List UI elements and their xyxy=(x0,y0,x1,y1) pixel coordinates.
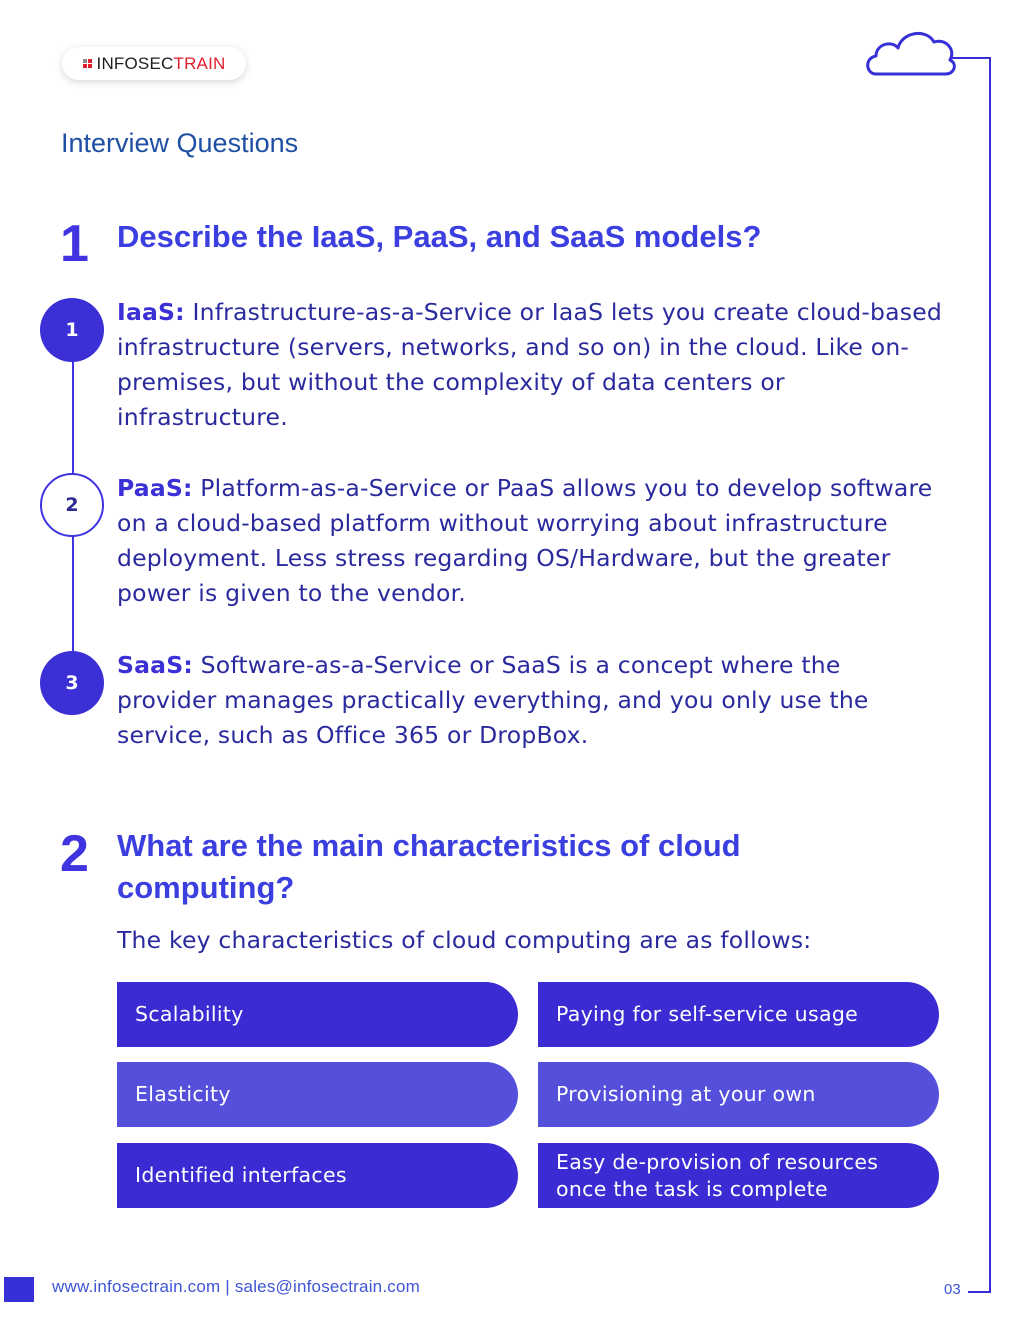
characteristic-interfaces: Identified interfaces xyxy=(117,1143,518,1208)
step-badge-1: 1 xyxy=(40,298,104,362)
question-title-2: What are the main characteristics of cloud computing? xyxy=(117,828,741,905)
step-badge-2: 2 xyxy=(40,473,104,537)
brand-logo xyxy=(62,47,246,80)
page-title: Interview Questions xyxy=(61,128,299,158)
frame-line-bottom xyxy=(968,1291,991,1293)
cloud-icon xyxy=(862,24,962,84)
footer-square xyxy=(4,1277,34,1302)
question-number-2: 2 xyxy=(60,825,89,883)
logo-text-train: TRAIN xyxy=(173,53,226,73)
saas-text: Software-as-a-Service or SaaS is a concept where the provider manages practically everything, and you only use the service, such as Office 365 or DropBox. xyxy=(117,651,869,749)
frame-line-right xyxy=(989,57,991,1293)
paas-description xyxy=(117,471,947,611)
question-number-1: 1 xyxy=(60,215,89,273)
frame-line-top xyxy=(952,57,991,59)
iaas-text: Infrastructure-as-a-Service or IaaS lets you create cloud-based infrastructure (servers, networks, and so on) in the cloud. Like on-premises, but without the complexity of data centers or infrastructure. xyxy=(117,298,942,431)
characteristic-provisioning: Provisioning at your own xyxy=(538,1062,939,1127)
paas-term: PaaS: xyxy=(117,474,193,502)
iaas-description xyxy=(117,295,947,435)
characteristics-intro: The key characteristics of cloud computing are as follows: xyxy=(117,926,812,954)
characteristic-deprovision: Easy de-provision of resources once the task is complete xyxy=(538,1143,939,1208)
page-number: 03 xyxy=(944,1281,961,1298)
saas-term: SaaS: xyxy=(117,651,193,679)
footer-contact: www.infosectrain.com | sales@infosectrain.com xyxy=(52,1277,420,1296)
step-badge-3: 3 xyxy=(40,651,104,715)
characteristic-elasticity: Elasticity xyxy=(117,1062,518,1127)
logo-mark-icon xyxy=(83,59,92,68)
logo-text-infosec: INFOSEC xyxy=(96,53,174,73)
question-title-1: Describe the IaaS, PaaS, and SaaS models? xyxy=(117,219,762,254)
saas-description xyxy=(117,648,947,753)
characteristic-scalability: Scalability xyxy=(117,982,518,1047)
iaas-term: IaaS: xyxy=(117,298,185,326)
paas-text: Platform-as-a-Service or PaaS allows you to develop software on a cloud-based platform without worrying about infrastructure deployment. Less stress regarding OS/Hardware, but the greater power is given to the vendor. xyxy=(117,474,933,607)
characteristic-self-service: Paying for self-service usage xyxy=(538,982,939,1047)
